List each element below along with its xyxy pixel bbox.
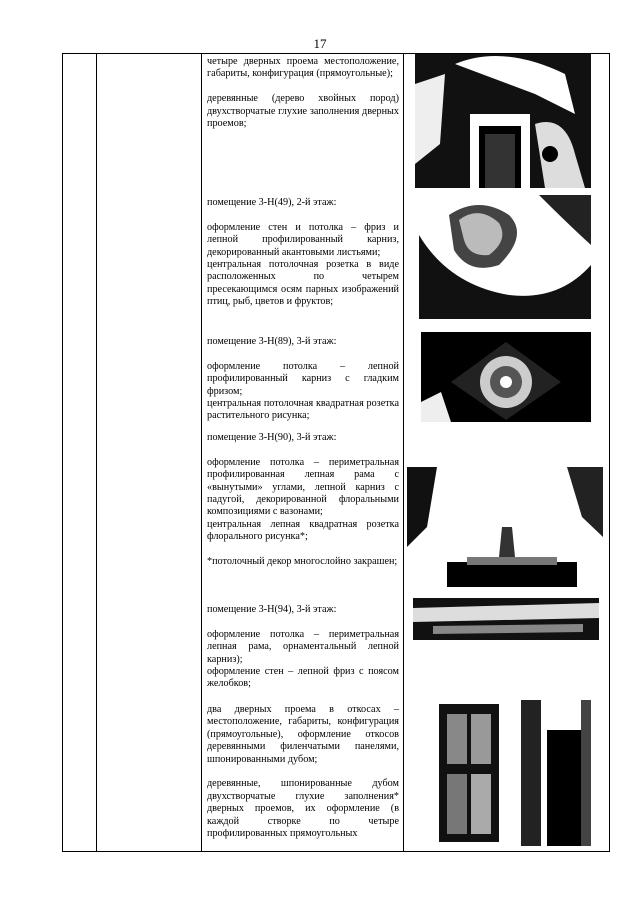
paragraph: деревянные (дерево хвойных пород) двухстворчатые глухие заполнения дверных проемов; <box>207 93 399 130</box>
paragraph: два дверных проема в откосах – местоположение, габариты, конфигурация (прямоугольные), оформление откосов деревянными филенчатыми панелями, шпонированными дубом; <box>207 704 399 765</box>
text-block <box>207 336 399 423</box>
column-divider-3 <box>403 54 404 851</box>
photo-door-left <box>429 700 509 846</box>
paragraph <box>207 209 399 221</box>
photo-door-interior <box>415 54 591 188</box>
photo-ceiling-cornice <box>413 588 599 640</box>
photo-door-right <box>521 700 591 846</box>
photo-ceiling-frame <box>407 467 603 587</box>
text-block <box>207 197 399 309</box>
page-number: 17 <box>313 36 327 51</box>
photo-ceiling-rosette <box>421 332 591 422</box>
heritage-table <box>62 53 610 852</box>
paragraph: центральная лепная квадратная розетка флорального рисунка*; <box>207 518 399 543</box>
paragraph: помещение 3-Н(90), 3-й этаж: <box>207 432 337 443</box>
paragraph: оформление стен и потолка – фриз и лепной профилированный карниз, декорированный акантовыми листьями; <box>207 221 399 258</box>
paragraph: оформление потолка – периметральная профилированная лепная рама с «вынутыми» углами, лепной карниз с падугой, декорированной флоральными композициями с вазонами; <box>207 456 399 518</box>
paragraph <box>207 616 399 628</box>
paragraph: *потолочный декор многослойно закрашен; <box>207 556 398 568</box>
paragraph: центральная потолочная квадратная розетка растительного рисунка; <box>207 398 399 422</box>
paragraph: четыре дверных проема местоположение, габариты, конфигурация (прямоугольные); <box>207 56 399 80</box>
paragraph: помещение 3-Н(49), 2-й этаж: <box>207 197 337 208</box>
paragraph <box>207 544 399 556</box>
text-block <box>207 56 399 130</box>
paragraph <box>207 81 399 93</box>
paragraph <box>207 444 399 456</box>
text-block <box>207 704 399 840</box>
paragraph <box>207 348 399 360</box>
photo-ceiling-frieze <box>419 195 591 319</box>
paragraph: помещение 3-Н(89), 3-й этаж: <box>207 336 337 347</box>
column-divider-1 <box>96 54 97 851</box>
paragraph: оформление потолка – лепной профилированный карниз с гладким фризом; <box>207 360 399 397</box>
paragraph: оформление стен – лепной фриз с поясом желобков; <box>207 666 399 690</box>
text-block <box>207 432 399 568</box>
paragraph: деревянные, шпонированные дубом двухстворчатые глухие заполнения* дверных проемов, их оформление (в каждой створке по четыре профилированных прямоугольных <box>207 778 399 840</box>
paragraph: центральная потолочная розетка в виде расположенных по четырем пресекающимся осям парных изображений птиц, рыб, цветов и фруктов; <box>207 259 399 308</box>
column-divider-2 <box>201 54 202 851</box>
paragraph <box>207 766 399 778</box>
paragraph: помещение 3-Н(94), 3-й этаж: <box>207 604 337 615</box>
paragraph: оформление потолка – периметральная лепная рама, орнаментальный лепной карниз); <box>207 628 399 665</box>
text-block <box>207 604 399 691</box>
